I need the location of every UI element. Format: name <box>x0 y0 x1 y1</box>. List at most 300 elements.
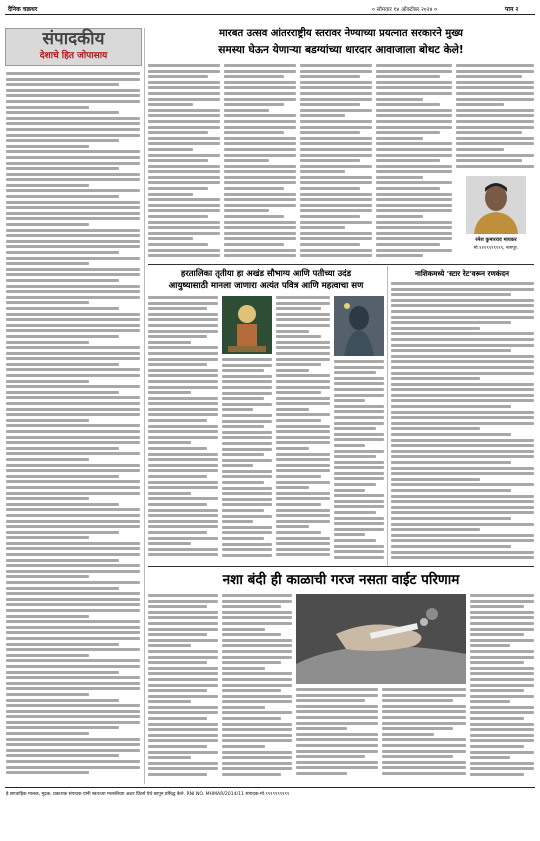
text-line <box>334 416 384 419</box>
text-line <box>6 508 140 511</box>
text-line <box>6 497 89 500</box>
text-line <box>222 745 265 748</box>
text-line <box>148 684 218 687</box>
text-line <box>470 695 534 698</box>
text-line <box>300 237 372 240</box>
text-line <box>148 243 208 246</box>
text-line <box>382 710 466 713</box>
text-line <box>148 514 218 517</box>
text-line <box>148 86 220 89</box>
text-line <box>148 402 218 405</box>
drugs-body-col5 <box>470 594 534 782</box>
text-line <box>456 98 534 101</box>
text-line <box>334 444 365 447</box>
text-line <box>6 89 140 92</box>
text-line <box>276 352 330 355</box>
lead-body-col2 <box>224 64 296 261</box>
drugs-photo <box>296 594 466 684</box>
text-line <box>148 397 218 400</box>
text-line <box>222 515 272 518</box>
text-line <box>470 767 534 770</box>
text-line <box>148 605 207 608</box>
text-line <box>334 550 384 553</box>
text-line <box>376 75 440 78</box>
text-line <box>300 198 372 201</box>
text-line <box>6 732 89 735</box>
text-line <box>6 268 140 271</box>
text-line <box>148 706 218 709</box>
text-line <box>148 369 218 372</box>
text-line <box>376 237 452 240</box>
text-line <box>224 137 296 140</box>
text-line <box>6 458 89 461</box>
text-line <box>296 694 378 697</box>
text-line <box>222 756 292 759</box>
text-line <box>148 341 191 344</box>
text-line <box>456 92 534 95</box>
text-line <box>300 176 372 179</box>
text-line <box>6 385 140 388</box>
text-line <box>148 237 193 240</box>
text-line <box>276 419 321 422</box>
text-line <box>222 392 272 395</box>
text-line <box>296 710 378 713</box>
text-line <box>276 548 330 551</box>
text-line <box>300 137 372 140</box>
text-line <box>148 413 218 416</box>
text-line <box>148 475 207 478</box>
text-line <box>222 644 292 647</box>
text-line <box>6 559 119 562</box>
text-line <box>6 290 140 293</box>
text-line <box>376 109 452 112</box>
text-line <box>222 611 292 614</box>
text-line <box>276 307 321 310</box>
text-line <box>148 767 218 770</box>
text-line <box>296 733 378 736</box>
text-line <box>148 193 193 196</box>
text-line <box>148 109 220 112</box>
text-line <box>334 394 384 397</box>
text-line <box>376 64 452 67</box>
text-line <box>6 693 89 696</box>
text-line <box>334 455 376 458</box>
text-line <box>334 433 384 436</box>
text-line <box>222 762 292 765</box>
text-line <box>148 745 207 748</box>
text-line <box>6 212 140 215</box>
hartalika-subheadline: आयुष्यासाठी मानला जाणारा अत्यंत पवित्र आणि महत्वाचा सण <box>168 281 364 291</box>
text-line <box>334 377 384 380</box>
text-line <box>456 103 504 106</box>
text-line <box>276 503 321 506</box>
text-line <box>382 716 466 719</box>
text-line <box>6 318 140 321</box>
text-line <box>6 279 119 282</box>
text-line <box>6 643 119 646</box>
text-line <box>6 229 140 232</box>
text-line <box>224 148 296 151</box>
text-line <box>148 689 207 692</box>
text-line <box>6 352 140 355</box>
text-line <box>224 221 296 224</box>
text-line <box>6 150 140 153</box>
text-line <box>391 511 534 514</box>
text-line <box>222 706 265 709</box>
text-line <box>148 695 218 698</box>
text-line <box>6 654 89 657</box>
text-line <box>6 402 140 405</box>
text-line <box>222 548 272 551</box>
text-line <box>222 639 292 642</box>
text-line <box>224 254 296 257</box>
hartalika-body-col1 <box>148 296 218 564</box>
hartalika-headline: हरतालिका तृतीया हा अखंड सौभाग्य आणि पतीच्या उदंड <box>180 268 352 278</box>
text-line <box>334 528 384 531</box>
text-line <box>300 64 372 67</box>
text-line <box>224 70 296 73</box>
text-line <box>222 650 292 653</box>
editorial-body <box>6 72 140 782</box>
lead-body-col4 <box>376 64 452 261</box>
text-line <box>376 120 452 123</box>
text-line <box>300 165 372 168</box>
text-line <box>6 570 140 573</box>
text-line <box>222 408 253 411</box>
text-line <box>470 684 534 687</box>
text-line <box>391 528 480 531</box>
text-line <box>222 526 272 529</box>
lead-body-col3 <box>300 64 372 261</box>
text-line <box>391 321 511 324</box>
text-line <box>376 114 452 117</box>
text-line <box>148 622 218 625</box>
text-line <box>148 600 218 603</box>
text-line <box>276 318 330 321</box>
text-line <box>276 358 330 361</box>
text-line <box>148 137 220 140</box>
text-line <box>276 497 330 500</box>
text-line <box>222 358 272 361</box>
text-line <box>382 772 466 775</box>
text-line <box>222 711 292 714</box>
text-line <box>222 700 292 703</box>
hartalika-body-col3 <box>276 296 330 564</box>
text-line <box>456 64 534 67</box>
text-line <box>148 98 220 101</box>
text-line <box>6 749 140 752</box>
text-line <box>382 766 466 769</box>
author-photo <box>466 176 526 234</box>
text-line <box>148 739 218 742</box>
text-line <box>222 448 272 451</box>
text-line <box>391 455 534 458</box>
text-line <box>148 391 191 394</box>
author-phone: मो.९१९९९९९९९९, नागपूर. <box>473 246 519 251</box>
text-line <box>300 181 372 184</box>
text-line <box>391 427 480 430</box>
text-line <box>376 142 452 145</box>
text-line <box>148 441 191 444</box>
text-line <box>6 648 140 651</box>
text-line <box>391 517 511 520</box>
text-line <box>148 209 220 212</box>
text-line <box>6 396 140 399</box>
paper-name: दैनिक चक्रधर <box>8 6 38 13</box>
text-line <box>300 126 372 129</box>
text-line <box>6 754 119 757</box>
text-line <box>456 86 534 89</box>
text-line <box>6 424 140 427</box>
text-line <box>470 639 534 642</box>
text-line <box>376 148 452 151</box>
text-line <box>391 327 480 330</box>
text-line <box>222 667 265 670</box>
text-line <box>148 678 218 681</box>
text-line <box>276 542 330 545</box>
text-line <box>470 661 524 664</box>
text-line <box>376 170 452 173</box>
drugs-body-col2 <box>222 594 292 782</box>
text-line <box>276 430 330 433</box>
text-line <box>296 722 378 725</box>
text-line <box>276 553 330 556</box>
text-line <box>222 380 272 383</box>
text-line <box>6 726 119 729</box>
text-line <box>276 380 330 383</box>
text-line <box>6 296 140 299</box>
text-line <box>391 556 534 559</box>
text-line <box>222 442 272 445</box>
text-line <box>222 470 272 473</box>
text-line <box>222 594 292 597</box>
text-line <box>276 313 330 316</box>
text-line <box>391 545 511 548</box>
text-line <box>148 650 218 653</box>
text-line <box>148 363 207 366</box>
text-line <box>148 324 218 327</box>
text-line <box>391 288 534 291</box>
text-line <box>391 282 534 285</box>
text-line <box>148 425 218 428</box>
text-line <box>300 170 345 173</box>
text-line <box>470 616 534 619</box>
text-line <box>391 467 534 470</box>
text-line <box>276 397 330 400</box>
text-line <box>276 335 321 338</box>
text-line <box>222 375 272 378</box>
text-line <box>334 483 376 486</box>
text-line <box>334 511 376 514</box>
text-line <box>391 411 534 414</box>
text-line <box>6 335 119 338</box>
text-line <box>224 126 296 129</box>
text-line <box>148 628 218 631</box>
text-line <box>224 170 296 173</box>
text-line <box>6 615 89 618</box>
text-line <box>6 368 140 371</box>
text-line <box>376 243 440 246</box>
text-line <box>222 386 272 389</box>
text-line <box>334 388 384 391</box>
text-line <box>148 296 218 299</box>
text-line <box>222 628 265 631</box>
text-line <box>376 226 452 229</box>
text-line <box>224 142 296 145</box>
text-line <box>148 358 218 361</box>
text-line <box>276 436 330 439</box>
text-line <box>148 734 218 737</box>
text-line <box>148 352 218 355</box>
text-line <box>148 486 218 489</box>
text-line <box>224 103 284 106</box>
text-line <box>148 120 220 123</box>
text-line <box>470 622 534 625</box>
text-line <box>224 226 296 229</box>
text-line <box>296 727 347 730</box>
text-line <box>6 469 140 472</box>
text-line <box>376 193 452 196</box>
text-line <box>6 575 89 578</box>
text-line <box>148 419 207 422</box>
text-line <box>148 114 220 117</box>
text-line <box>6 676 140 679</box>
text-line <box>382 744 466 747</box>
text-line <box>6 245 140 248</box>
text-line <box>224 243 284 246</box>
text-line <box>456 126 534 129</box>
text-line <box>148 346 218 349</box>
text-line <box>6 195 119 198</box>
text-line <box>391 316 534 319</box>
header-rule <box>5 14 535 15</box>
text-line <box>6 525 140 528</box>
text-line <box>376 204 452 207</box>
text-line <box>391 439 534 442</box>
text-line <box>391 304 534 307</box>
editorial-masthead <box>5 28 142 66</box>
text-line <box>6 273 140 276</box>
text-line <box>148 313 218 316</box>
text-line <box>276 402 330 405</box>
text-line <box>470 762 534 765</box>
text-line <box>276 492 330 495</box>
text-line <box>470 745 524 748</box>
text-line <box>148 70 220 73</box>
text-line <box>391 489 511 492</box>
text-line <box>456 120 534 123</box>
text-line <box>470 628 534 631</box>
text-line <box>222 475 272 478</box>
text-line <box>148 302 218 305</box>
text-line <box>222 622 292 625</box>
text-line <box>6 637 140 640</box>
text-line <box>148 548 218 551</box>
text-line <box>276 509 330 512</box>
footer-imprint: हे साप्ताहिक मालक, मुद्रक, प्रकाशक संपादक यांनी स्वतःच्या मालकीच्या अक्षर प्रिंटर्स येथे छापून प्रसिद्ध केले. RNI NO. MHMAR/2014/11 संपादक-मो.९९९९९९९९९९ <box>6 792 290 797</box>
text-line <box>334 500 384 503</box>
text-line <box>222 509 264 512</box>
text-line <box>6 514 140 517</box>
text-line <box>6 710 140 713</box>
text-line <box>300 114 345 117</box>
text-line <box>334 517 384 520</box>
text-line <box>222 684 292 687</box>
text-line <box>224 92 296 95</box>
hartalika-photo <box>222 296 272 354</box>
text-line <box>391 405 511 408</box>
text-line <box>148 700 191 703</box>
text-line <box>391 299 534 302</box>
lead-body-col5 <box>456 64 534 174</box>
text-line <box>391 444 534 447</box>
text-line <box>222 600 292 603</box>
text-line <box>222 436 272 439</box>
text-line <box>334 461 384 464</box>
text-line <box>148 380 218 383</box>
text-line <box>276 464 330 467</box>
text-line <box>148 661 207 664</box>
text-line <box>391 332 534 335</box>
page-label: पान २ <box>505 6 519 13</box>
text-line <box>6 715 140 718</box>
text-line <box>6 721 140 724</box>
lead-headline-line2: समस्या घेऊन येणाऱ्या बडग्यांच्या धारदार आवाजाला बोथट केले! <box>218 44 464 56</box>
text-line <box>148 633 207 636</box>
text-line <box>6 592 140 595</box>
text-line <box>224 159 269 162</box>
text-line <box>6 447 119 450</box>
text-line <box>6 134 140 137</box>
text-line <box>148 221 220 224</box>
text-line <box>6 156 140 159</box>
text-line <box>470 734 534 737</box>
text-line <box>148 215 208 218</box>
text-line <box>376 209 452 212</box>
text-line <box>148 611 218 614</box>
text-line <box>222 492 272 495</box>
text-line <box>376 254 423 257</box>
text-line <box>148 430 218 433</box>
text-line <box>224 120 296 123</box>
text-line <box>224 86 296 89</box>
text-line <box>376 181 452 184</box>
text-line <box>296 761 378 764</box>
text-line <box>6 609 140 612</box>
text-line <box>382 705 466 708</box>
text-line <box>276 458 330 461</box>
drugs-headline: नशा बंदी ही काळाची गरज नसता वाईट परिणाम <box>222 572 460 588</box>
hartalika-body-col4 <box>334 360 384 564</box>
text-line <box>224 98 296 101</box>
text-line <box>376 70 452 73</box>
text-line <box>222 678 292 681</box>
text-line <box>148 667 218 670</box>
text-line <box>470 678 534 681</box>
text-line <box>148 204 220 207</box>
text-line <box>148 81 220 84</box>
text-line <box>276 481 330 484</box>
text-line <box>222 672 292 675</box>
text-line <box>148 773 207 776</box>
text-line <box>334 533 365 536</box>
text-line <box>470 650 534 653</box>
text-line <box>148 656 218 659</box>
text-line <box>148 181 220 184</box>
text-line <box>470 700 510 703</box>
text-line <box>391 506 534 509</box>
text-line <box>300 254 372 257</box>
